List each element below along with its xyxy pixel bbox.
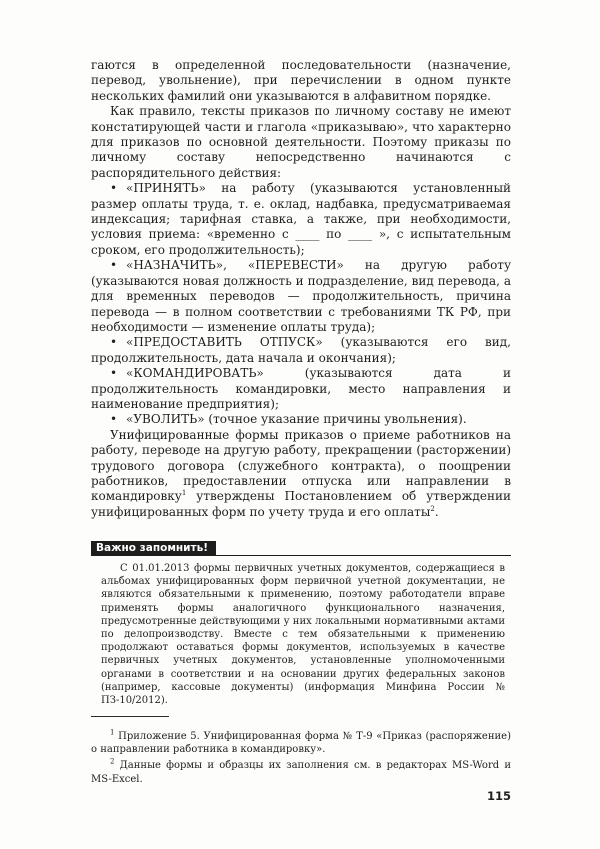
list-item <box>91 412 511 427</box>
footnote-divider <box>91 716 169 717</box>
footnote-number: 1 <box>110 728 115 737</box>
list-item-text: «ПРИНЯТЬ» на работу (указываются установленный размер оплаты труда, т. е. оклад, надбавка, предусматриваемая индексация; тарифная ставка, а также, при необходимости, условия приема: «временно с ____ по ____ », с испытательным сроком, его продолжительность); <box>91 181 511 257</box>
footnote <box>91 759 511 785</box>
bullet-icon: • <box>110 366 118 381</box>
paragraph-continuation: гаются в определенной последовательности (назначение, перевод, увольнение), при перечислении в одном пункте нескольких фамилий они указываются в алфавитном порядке. <box>91 58 511 103</box>
footnote-ref-2[interactable]: 2 <box>430 504 435 513</box>
paragraph-text: утверждены Постановлением об утверждении унифицированных форм по учету труда и его оплаты <box>91 489 511 519</box>
footnote-text: Данные формы и образцы их заполнения см. в редакторах MS-Word и MS-Excel. <box>91 760 511 785</box>
footnote <box>91 730 511 756</box>
note-header <box>91 541 511 556</box>
list-item-text: «НАЗНАЧИТЬ», «ПЕРЕВЕСТИ» на другую работу (указываются новая должность и подразделение, вид перевода, а для временных переводов — продолжительность, причина перевода — в полном соответствии с требованиями ТК РФ, при необходимости — изменение оплаты труда); <box>91 258 511 334</box>
paragraph-unified-forms <box>91 428 511 520</box>
note-text: С 01.01.2013 формы первичных учетных документов, содержащиеся в альбомах унифицированных форм первичной учетной документации, не являются обязательными к применению, поэтому работодатели вправе применять формы аналогичного функционального назначения, предусмотренные действующими у них локальными нормативными актами по делопроизводству. Вместе с тем обязательными к применению продолжают оставаться формы документов, используемых в качестве первичных учетных документов, установленные уполномоченными органами в соответствии и на основании других федеральных законов (например, кассовые документы) (информация Минфина России № ПЗ-10/2012). <box>101 563 505 707</box>
footnote-ref-1[interactable]: 1 <box>181 489 187 498</box>
paragraph-orders-structure: Как правило, тексты приказов по личному составу не имеют констатирующей части и глагола «приказываю», что характерно для приказов по основной деятельности. Поэтому приказы по личному составу непосредственно начинаются с распорядительного действия: <box>91 104 511 180</box>
important-note-box <box>91 541 511 707</box>
list-item-text: «УВОЛИТЬ» (точное указание причины увольнения). <box>126 412 467 427</box>
bullet-icon: • <box>110 335 118 350</box>
list-item <box>91 366 511 412</box>
footnote-number: 2 <box>110 758 115 767</box>
footnotes <box>91 730 511 789</box>
list-item <box>91 181 511 258</box>
page-number: 115 <box>486 789 511 803</box>
footnote-text: Приложение 5. Унифицированная форма № Т-9 «Приказ (распоряжение) о направлении работника в командировку». <box>91 731 511 756</box>
list-item-text: «ПРЕДОСТАВИТЬ ОТПУСК» (указываются его вид, продолжительность, дата начала и окончания); <box>91 335 511 365</box>
bullet-icon: • <box>110 181 118 196</box>
main-text <box>91 58 511 520</box>
paragraph-text: . <box>434 504 439 519</box>
bullet-icon: • <box>110 412 118 427</box>
note-divider <box>216 555 511 556</box>
paragraph-text: Унифицированные формы приказов о приеме работников на работу, переводе на другую работу, прекращении (расторжении) трудового договора (служебного контракта), о поощрении работников, предоставлении отпуска или направлении в командировку <box>91 427 511 504</box>
list-item-text: «КОМАНДИРОВАТЬ» (указываются дата и продолжительность командировки, место направления и наименование предприятия); <box>91 366 511 411</box>
order-actions-list <box>91 181 511 428</box>
bullet-icon: • <box>110 258 118 273</box>
note-label: Важно запомнить! <box>91 541 216 556</box>
list-item <box>91 258 511 335</box>
list-item <box>91 335 511 366</box>
